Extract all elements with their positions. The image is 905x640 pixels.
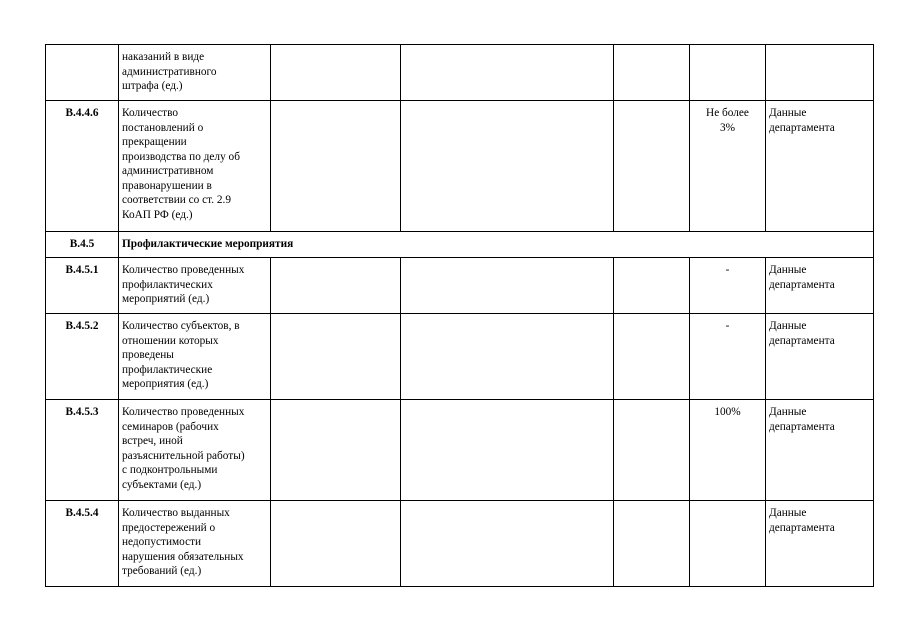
row-code: В.4.5.4 [46, 501, 119, 587]
row-target: Не более 3% [690, 101, 766, 232]
empty-cell [401, 314, 614, 400]
empty-cell [271, 258, 401, 314]
indicators-table [45, 44, 874, 587]
row-target: 100% [690, 400, 766, 501]
row-indicator: наказаний в виде административного штрафа (ед.) [119, 45, 271, 101]
empty-cell [271, 101, 401, 232]
empty-cell [271, 501, 401, 587]
empty-cell [614, 400, 690, 501]
row-target: - [690, 258, 766, 314]
row-source: Данные департамента [766, 101, 874, 232]
row-target [690, 501, 766, 587]
section-row [46, 232, 874, 258]
row-target: - [690, 314, 766, 400]
empty-cell [401, 258, 614, 314]
row-source: Данные департамента [766, 501, 874, 587]
section-code: В.4.5 [46, 232, 119, 258]
row-indicator: Количество постановлений о прекращении производства по делу об административном правонарушении в соответствии со ст. 2.9 КоАП РФ (ед.) [119, 101, 271, 232]
row-indicator: Количество проведенных семинаров (рабочих встреч, иной разъяснительной работы) с подконтрольными субъектами (ед.) [119, 400, 271, 501]
row-code: В.4.4.6 [46, 101, 119, 232]
row-indicator: Количество проведенных профилактических мероприятий (ед.) [119, 258, 271, 314]
table-row [46, 45, 874, 101]
row-code [46, 45, 119, 101]
row-source: Данные департамента [766, 400, 874, 501]
row-source: Данные департамента [766, 314, 874, 400]
empty-cell [401, 400, 614, 501]
empty-cell [271, 45, 401, 101]
row-target [690, 45, 766, 101]
empty-cell [271, 400, 401, 501]
table-row [46, 101, 874, 232]
empty-cell [401, 101, 614, 232]
row-source [766, 45, 874, 101]
empty-cell [271, 314, 401, 400]
empty-cell [401, 45, 614, 101]
empty-cell [614, 258, 690, 314]
row-indicator: Количество выданных предостережений о недопустимости нарушения обязательных требований (ед.) [119, 501, 271, 587]
section-title: Профилактические мероприятия [119, 232, 874, 258]
row-code: В.4.5.1 [46, 258, 119, 314]
table-row [46, 258, 874, 314]
table-row [46, 400, 874, 501]
empty-cell [614, 314, 690, 400]
row-code: В.4.5.2 [46, 314, 119, 400]
empty-cell [614, 501, 690, 587]
row-indicator: Количество субъектов, в отношении которых проведены профилактические мероприятия (ед.) [119, 314, 271, 400]
empty-cell [614, 101, 690, 232]
empty-cell [401, 501, 614, 587]
table-row [46, 314, 874, 400]
empty-cell [614, 45, 690, 101]
row-source: Данные департамента [766, 258, 874, 314]
row-code: В.4.5.3 [46, 400, 119, 501]
table-row [46, 501, 874, 587]
